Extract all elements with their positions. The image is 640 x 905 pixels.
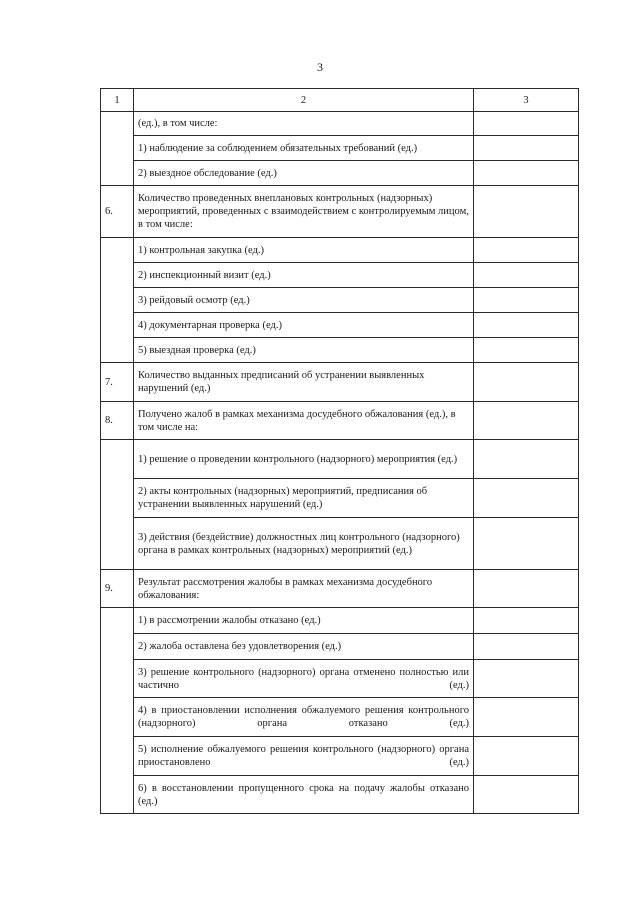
table-row — [101, 737, 579, 776]
row-value — [474, 440, 579, 479]
table-header-row — [101, 89, 579, 112]
page-number: 3 — [317, 60, 323, 74]
report-table — [100, 88, 579, 814]
row-text: 4) документарная проверка (ед.) — [134, 313, 474, 338]
row-text: Количество выданных предписаний об устранении выявленных нарушений (ед.) — [134, 363, 474, 402]
row-number: 9. — [101, 570, 134, 608]
row-value — [474, 161, 579, 186]
row-text: 1) решение о проведении контрольного (надзорного) мероприятия (ед.) — [134, 440, 474, 479]
row-number — [101, 238, 134, 363]
row-text: 1) контрольная закупка (ед.) — [134, 238, 474, 263]
table-row — [101, 338, 579, 363]
row-value — [474, 136, 579, 161]
row-value — [474, 338, 579, 363]
row-text: 5) исполнение обжалуемого решения контрольного (надзорного) органа приостановлено (ед.) — [134, 737, 474, 776]
row-text: Результат рассмотрения жалобы в рамках механизма досудебного обжалования: — [134, 570, 474, 608]
row-text: 1) наблюдение за соблюдением обязательных требований (ед.) — [134, 136, 474, 161]
row-value — [474, 608, 579, 634]
row-text: 6) в восстановлении пропущенного срока на подачу жалобы отказано (ед.) — [134, 776, 474, 814]
table-row — [101, 634, 579, 660]
row-text: (ед.), в том числе: — [134, 112, 474, 136]
row-value — [474, 570, 579, 608]
row-text: 1) в рассмотрении жалобы отказано (ед.) — [134, 608, 474, 634]
table-row — [101, 570, 579, 608]
table-row — [101, 363, 579, 402]
row-text: 2) выездное обследование (ед.) — [134, 161, 474, 186]
row-value — [474, 776, 579, 814]
table-row — [101, 288, 579, 313]
row-value — [474, 660, 579, 698]
table-row — [101, 313, 579, 338]
header-col-2: 2 — [134, 89, 474, 112]
row-value — [474, 402, 579, 440]
header-col-3: 3 — [474, 89, 579, 112]
row-text: 2) жалоба оставлена без удовлетворения (ед.) — [134, 634, 474, 660]
row-text: 2) акты контрольных (надзорных) мероприятий, предписания об устранении выявленных нарушений (ед.) — [134, 479, 474, 518]
table-row — [101, 402, 579, 440]
row-text: Получено жалоб в рамках механизма досудебного обжалования (ед.), в том числе на: — [134, 402, 474, 440]
row-text: 3) рейдовый осмотр (ед.) — [134, 288, 474, 313]
row-value — [474, 363, 579, 402]
row-number: 7. — [101, 363, 134, 402]
row-number: 8. — [101, 402, 134, 440]
table-row — [101, 136, 579, 161]
row-number — [101, 112, 134, 186]
row-text: 5) выездная проверка (ед.) — [134, 338, 474, 363]
header-col-1: 1 — [101, 89, 134, 112]
table-row — [101, 776, 579, 814]
row-number — [101, 440, 134, 570]
row-text: 2) инспекционный визит (ед.) — [134, 263, 474, 288]
table-row — [101, 518, 579, 570]
row-value — [474, 263, 579, 288]
row-value — [474, 238, 579, 263]
row-value — [474, 634, 579, 660]
row-value — [474, 112, 579, 136]
table-row — [101, 698, 579, 737]
table-row — [101, 660, 579, 698]
table-row — [101, 161, 579, 186]
row-text: Количество проведенных внеплановых контрольных (надзорных) мероприятий, проведенных с взаимодействием с контролируемым лицом, в том числе: — [134, 186, 474, 238]
table-row — [101, 440, 579, 479]
row-value — [474, 313, 579, 338]
row-value — [474, 698, 579, 737]
table-row — [101, 479, 579, 518]
row-value — [474, 186, 579, 238]
table-row — [101, 112, 579, 136]
table-row — [101, 186, 579, 238]
row-number: 6. — [101, 186, 134, 238]
row-text: 3) решение контрольного (надзорного) органа отменено полностью или частично (ед.) — [134, 660, 474, 698]
table-row — [101, 608, 579, 634]
row-text: 4) в приостановлении исполнения обжалуемого решения контрольного (надзорного) органа отказано (ед.) — [134, 698, 474, 737]
row-value — [474, 737, 579, 776]
row-value — [474, 479, 579, 518]
row-value — [474, 288, 579, 313]
table-row — [101, 238, 579, 263]
row-number — [101, 608, 134, 814]
row-text: 3) действия (бездействие) должностных лиц контрольного (надзорного) органа в рамках контрольных (надзорных) мероприятий (ед.) — [134, 518, 474, 570]
table-row — [101, 263, 579, 288]
row-value — [474, 518, 579, 570]
